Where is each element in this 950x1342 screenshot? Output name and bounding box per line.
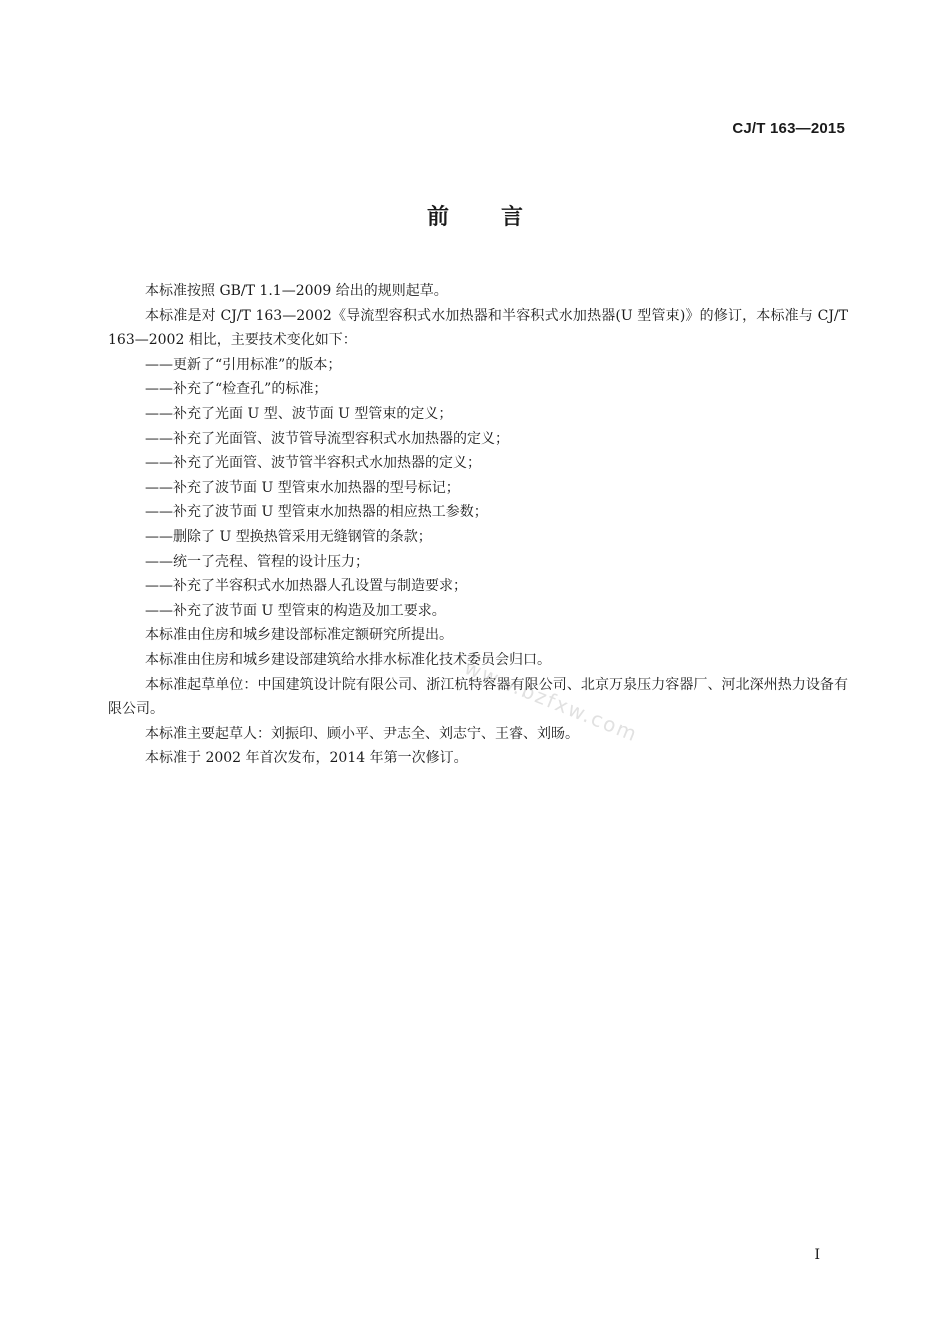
document-code: CJ/T 163—2015 (732, 120, 845, 137)
paragraph-proposer: 本标准由住房和城乡建设部标准定额研究所提出。 (145, 627, 453, 644)
page-number: I (814, 1247, 820, 1263)
change-item: ——补充了波节面 U 型管束水加热器的型号标记； (145, 479, 460, 496)
change-item: ——补充了光面 U 型、波节面 U 型管束的定义； (145, 405, 453, 422)
paragraph-drafting-rules: 本标准按照 GB/T 1.1—2009 给出的规则起草。 (145, 283, 448, 299)
change-item: ——删除了 U 型换热管采用无缝钢管的条款； (145, 528, 432, 545)
foreword-body (108, 279, 848, 771)
change-item: ——补充了波节面 U 型管束水加热器的相应热工参数； (145, 504, 488, 521)
change-item: ——统一了壳程、管程的设计压力； (145, 553, 369, 570)
change-item: ——更新了“引用标准”的版本； (145, 356, 342, 373)
page-title: 前言 (426, 205, 575, 230)
paragraph-drafting-units: 本标准起草单位：中国建筑设计院有限公司、浙江杭特容器有限公司、北京万泉压力容器厂、河北深州热力设备有限公司。 (108, 676, 848, 718)
change-item: ——补充了光面管、波节管导流型容积式水加热器的定义； (145, 430, 509, 447)
paragraph-drafters: 本标准主要起草人：刘振印、顾小平、尹志全、刘志宁、王睿、刘旸。 (145, 725, 579, 742)
change-item: ——补充了波节面 U 型管束的构造及加工要求。 (145, 602, 446, 619)
change-item: ——补充了半容积式水加热器人孔设置与制造要求； (145, 578, 467, 595)
paragraph-revision-intro: 本标准是对 CJ/T 163—2002《导流型容积式水加热器和半容积式水加热器(U 型管束)》的修订，本标准与 CJ/T 163—2002 相比，主要技术变化如下： (108, 307, 848, 349)
change-item: ——补充了光面管、波节管半容积式水加热器的定义； (145, 455, 481, 472)
paragraph-history: 本标准于 2002 年首次发布，2014 年第一次修订。 (145, 750, 468, 767)
change-item: ——补充了“检查孔”的标准； (145, 381, 328, 398)
watermark: www.bzfxw.com (461, 655, 642, 747)
paragraph-committee: 本标准由住房和城乡建设部建筑给水排水标准化技术委员会归口。 (145, 651, 551, 668)
